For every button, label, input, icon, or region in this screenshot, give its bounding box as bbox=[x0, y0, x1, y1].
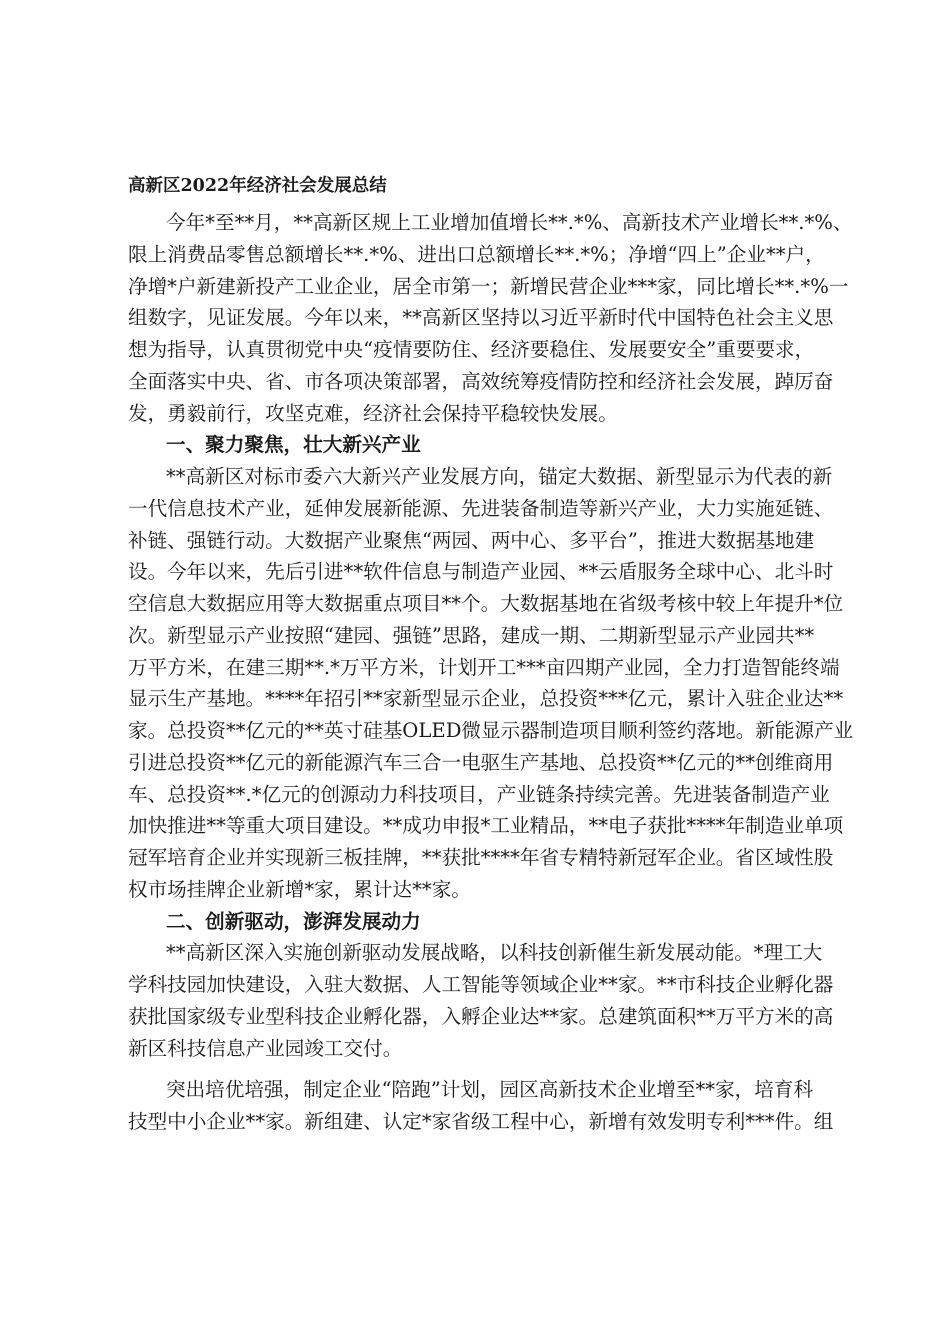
paragraph-line: 加快推进**等重大项目建设。**成功申报*工业精品，**电子获批****年制造业单项 bbox=[128, 814, 844, 837]
paragraph-line: 一代信息技术产业，延伸发展新能源、先进装备制造等新兴产业，大力实施延链、 bbox=[128, 497, 834, 520]
paragraph-line: 权市场挂牌企业新增*家，累计达**家。 bbox=[128, 878, 471, 901]
paragraph-line: 全面落实中央、省、市各项决策部署，高效统筹疫情防控和经济社会发展，踔厉奋 bbox=[128, 370, 834, 393]
paragraph-line: 补链、强链行动。大数据产业聚焦“两园、两中心、多平台”，推进大数据基地建 bbox=[128, 529, 815, 552]
document-title: 高新区2022年经济社会发展总结 bbox=[128, 176, 387, 196]
paragraph-line: 发，勇毅前行，攻坚克难，经济社会保持平稳较快发展。 bbox=[128, 402, 618, 425]
paragraph-line: 次。新型显示产业按照“建园、强链”思路，建成一期、二期新型显示产业园共** bbox=[128, 624, 815, 647]
paragraph-line: 突出培优培强，制定企业“陪跑”计划，园区高新技术企业增至**家，培育科 bbox=[166, 1078, 814, 1101]
paragraph-line: 家。总投资**亿元的**英寸硅基OLED微显示器制造项目顺利签约落地。新能源产业 bbox=[128, 719, 854, 742]
paragraph-line: 车、总投资**.*亿元的创源动力科技项目，产业链条持续完善。先进装备制造产业 bbox=[128, 783, 830, 806]
paragraph-line: 技型中小企业**家。新组建、认定*家省级工程中心，新增有效发明专利***件。组 bbox=[128, 1110, 834, 1133]
paragraph-line: 设。今年以来，先后引进**软件信息与制造产业园、**云盾服务全球中心、北斗时 bbox=[128, 560, 834, 583]
paragraph-line: 想为指导，认真贯彻党中央“疫情要防住、经济要稳住、发展要安全”重要要求， bbox=[128, 338, 815, 361]
paragraph-line: 净增*户新建新投产工业企业，居全市第一；新增民营企业***家，同比增长**.*%一 bbox=[128, 275, 849, 298]
paragraph-line: 引进总投资**亿元的新能源汽车三合一电驱生产基地、总投资**亿元的**创维商用 bbox=[128, 751, 834, 774]
paragraph-line: 万平方米，在建三期**.*万平方米，计划开工***亩四期产业园，全力打造智能终端 bbox=[128, 656, 840, 679]
paragraph-line: 组数字，见证发展。今年以来，**高新区坚持以习近平新时代中国特色社会主义思 bbox=[128, 306, 834, 329]
paragraph-line: 限上消费品零售总额增长**.*%、进出口总额增长**.*%；净增“四上”企业**户， bbox=[128, 243, 825, 266]
paragraph-line: **高新区对标市委六大新兴产业发展方向，锚定大数据、新型显示为代表的新 bbox=[166, 465, 833, 488]
paragraph-line: 显示生产基地。****年招引**家新型显示企业，总投资***亿元，累计入驻企业达** bbox=[128, 687, 844, 710]
paragraph-line: 获批国家级专业型科技企业孵化器，入孵企业达**家。总建筑面积**万平方米的高 bbox=[128, 1005, 834, 1028]
paragraph-line: **高新区深入实施创新驱动发展战略，以科技创新催生新发展动能。*理工大 bbox=[166, 941, 823, 964]
paragraph-line: 空信息大数据应用等大数据重点项目**个。大数据基地在省级考核中较上年提升*位 bbox=[128, 592, 844, 615]
paragraph-line: 冠军培育企业并实现新三板挂牌，**获批****年省专精特新冠军企业。省区域性股 bbox=[128, 846, 834, 869]
paragraph-line: 新区科技信息产业园竣工交付。 bbox=[128, 1037, 403, 1060]
section-heading: 二、创新驱动，澎湃发展动力 bbox=[166, 910, 421, 933]
paragraph-line: 今年*至**月，**高新区规上工业增加值增长**.*%、高新技术产业增长**.*%、 bbox=[166, 211, 853, 234]
section-heading: 一、聚力聚焦，壮大新兴产业 bbox=[166, 433, 421, 456]
paragraph-line: 学科技园加快建设，入驻大数据、人工智能等领域企业**家。**市科技企业孵化器 bbox=[128, 973, 834, 996]
